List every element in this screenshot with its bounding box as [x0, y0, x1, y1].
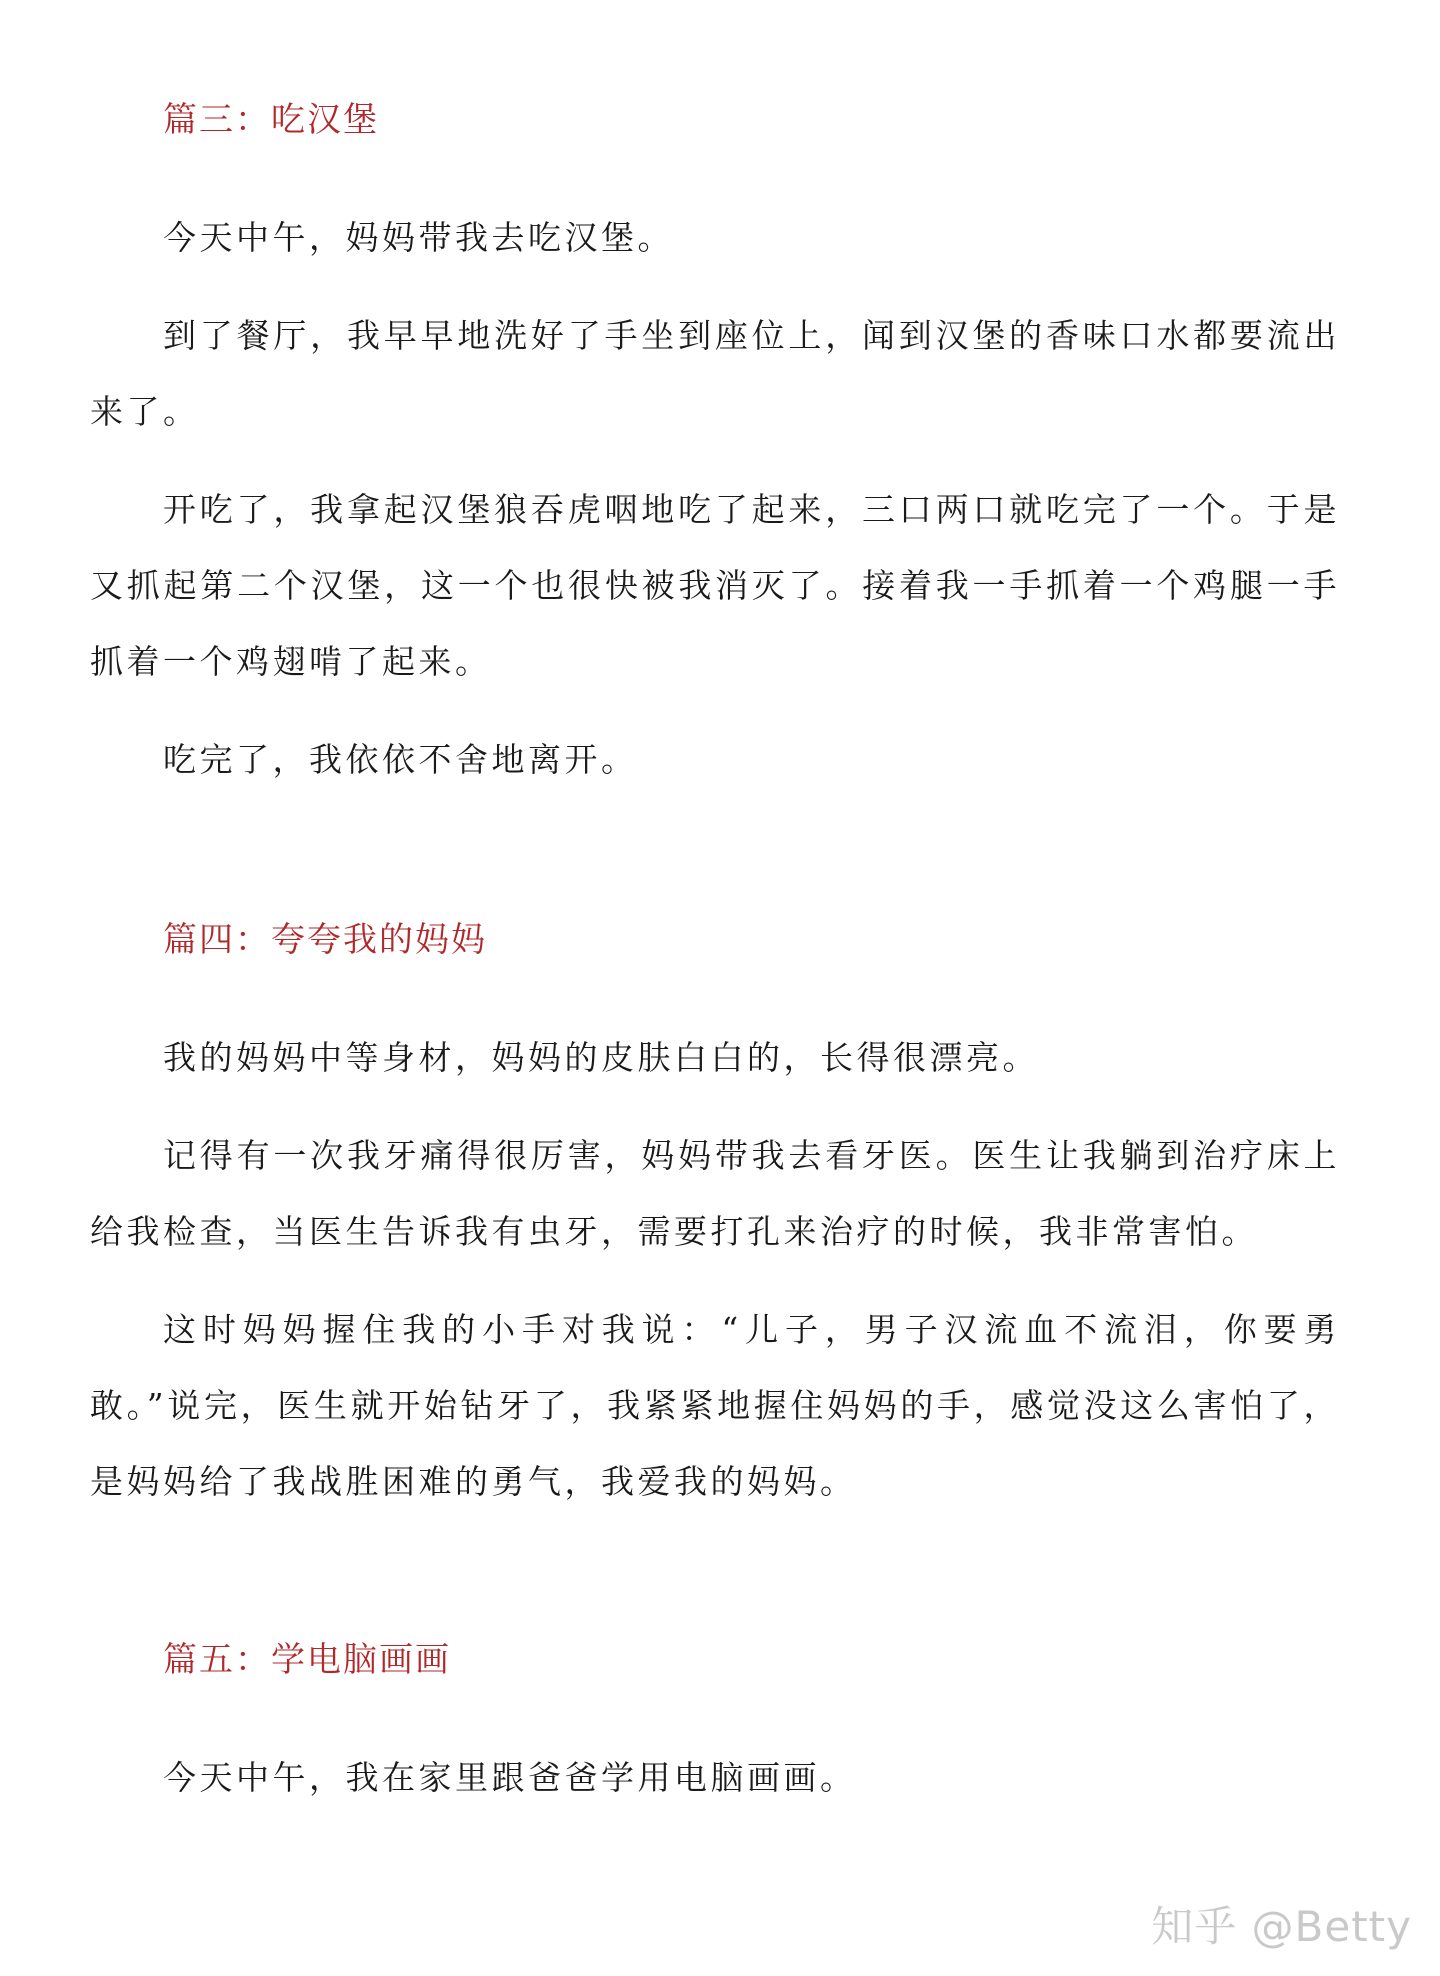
- section-title: 篇三：吃汉堡: [163, 100, 379, 140]
- paragraph: 这时妈妈握住我的小手对我说：“儿子，男子汉流血不流泪，你要勇敢。”说完，医生就开始钻牙了，我紧紧地握住妈妈的手，感觉没这么害怕了，是妈妈给了我战胜困难的勇气，我爱我的妈妈。: [90, 1310, 1340, 1501]
- paragraph: 吃完了，我依依不舍地离开。: [163, 740, 638, 779]
- section-body: [90, 1020, 1340, 1520]
- section-3: [90, 100, 1340, 798]
- paragraph: 记得有一次我牙痛得很厉害，妈妈带我去看牙医。医生让我躺到治疗床上给我检查，当医生告诉我有虫牙，需要打孔来治疗的时候，我非常害怕。: [90, 1136, 1340, 1251]
- paragraph: 开吃了，我拿起汉堡狼吞虎咽地吃了起来，三口两口就吃完了一个。于是又抓起第二个汉堡，这一个也很快被我消灭了。接着我一手抓着一个鸡腿一手抓着一个鸡翅啃了起来。: [90, 490, 1340, 681]
- section-title: 篇四：夸夸我的妈妈: [163, 920, 487, 960]
- paragraph: 我的妈妈中等身材，妈妈的皮肤白白的，长得很漂亮。: [163, 1038, 1039, 1077]
- section-body: [90, 200, 1340, 798]
- zhihu-watermark: 知乎 @Betty: [1151, 1902, 1412, 1951]
- paragraph: 今天中午，妈妈带我去吃汉堡。: [163, 218, 674, 257]
- section-body: [90, 1740, 1340, 1816]
- paragraph: 到了餐厅，我早早地洗好了手坐到座位上，闻到汉堡的香味口水都要流出来了。: [90, 316, 1340, 431]
- section-4: [90, 920, 1340, 1520]
- section-5: [90, 1640, 1340, 1816]
- section-title: 篇五：学电脑画画: [163, 1640, 451, 1680]
- paragraph: 今天中午，我在家里跟爸爸学用电脑画画。: [163, 1758, 857, 1797]
